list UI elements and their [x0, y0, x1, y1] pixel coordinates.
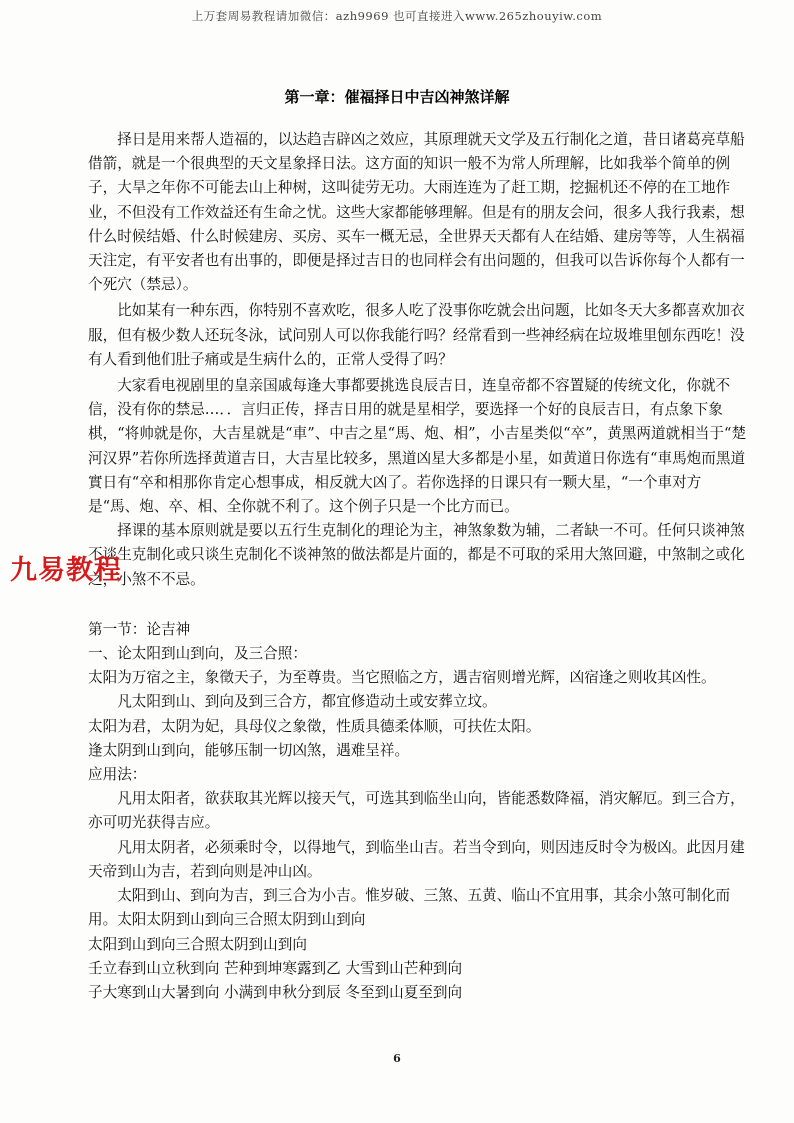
section-line-1: 太阳为万宿之主，象徵天子，为至尊贵。当它照临之方，遇吉宿则增光辉，凶宿逢之则收其凶性。: [88, 669, 716, 687]
chapter-title: 第一章：催福择日中吉凶神煞详解: [284, 88, 510, 106]
paragraph-1: 择日是用来帮人造福的，以达趋吉辟凶之效应，其原理就天文学及五行制化之道，昔日诸葛亮草船借箭，就是一个很典型的天文星象择日法。这方面的知识一般不为常人所理解，比如我举个简单的例子，大旱之年你不可能去山上种树，这叫徒劳无功。大雨连连为了赶工期，挖掘机还不停的在工地作业，不但没有工作效益还有生命之忧。这些大家都能够理解。但是有的朋友会问，很多人我行我素，想什么时候结婚、什么时候建房、买房、买车一概无忌，全世界天天都有人在结婚、建房等等，人生祸福天注定，有平安者也有出事的，即便是择过吉日的也同样会有出问题的，但我可以告诉你每个人都有一个死穴（禁忌）。: [88, 131, 745, 294]
section-spacer: [88, 592, 748, 618]
page-number: 6: [393, 1052, 401, 1065]
section-subtitle: 一、论太阳到山到向，及三合照：: [88, 645, 307, 663]
paragraph-4: 择课的基本原则就是要以五行生克制化的理论为主，神煞象数为辅，二者缺一不可。任何只谈神煞不谈生克制化或只谈生克制化不谈神煞的做法都是片面的，都是不可取的采用大煞回避，中煞制之或化之，小煞不不忌。: [88, 522, 745, 588]
section-title: 第一节：论吉神: [88, 620, 191, 638]
tail-line-1: 太阳到山到向三合照太阴到山到向: [88, 935, 307, 953]
usage-paragraph-3: 太阳到山、到向为吉，到三合为小吉。惟岁破、三煞、五黄、临山不宜用事，其余小煞可制化而用。太阳太阴到山到向三合照太阴到山到向: [88, 887, 731, 929]
paragraph-2: 比如某有一种东西，你特别不喜欢吃，很多人吃了没事你吃就会出问题，比如冬天大多都喜欢加衣服，但有极少数人还玩冬泳，试问别人可以你我能行吗？经常看到一些神经病在垃圾堆里刨东西吃！没有人看到他们肚子痛或是生病什么的，正常人受得了吗？: [88, 302, 745, 368]
usage-heading: 应用法：: [88, 766, 147, 784]
tail-line-2: 壬立春到山立秋到向 芒种到坤寒露到乙 大雪到山芒种到向: [88, 959, 463, 977]
section-line-4: 逢太阴到山到向，能够压制一切凶煞，遇难呈祥。: [88, 741, 410, 759]
page-header: 上万套周易教程请加微信：azh9969 也可直接进入www.265zhouyiw.com: [191, 9, 603, 23]
document-body: [88, 128, 748, 1005]
paragraph-3: 大家看电视剧里的皇亲国戚每逢大事都要挑选良辰吉日，连皇帝都不容置疑的传统文化，你就不信，没有你的禁忌…．．言归正传，择吉日用的就是星相学，要选择一个好的良辰吉日，有点象下象棋，“将帅就是你，大吉星就是“車”、中吉之星“馬、炮、相”，小吉星类似“卒”，黄黑两道就相当于“楚河汉界”若你所选择黄道吉日，大吉星比较多，黑道凶星大多都是小星，如黄道日你选有“車馬炮而黑道實日有“卒和相那你肯定心想事成，相反就大凶了。若你选择的日课只有一颗大星，“一个車对方是“馬、炮、卒、相、全你就不利了。这个例子只是一个比方而已。: [88, 377, 747, 516]
section-line-2: 凡太阳到山、到向及到三合方，都宜修造动土或安葬立坟。: [117, 693, 497, 711]
watermark-logo: 九易教程: [10, 555, 122, 586]
section-line-3: 太阳为君，太阴为妃，具母仪之象徵，性质具德柔体顺，可扶佐太阳。: [88, 717, 541, 735]
usage-paragraph-2: 凡用太阴者，必须乘时令，以得地气，到临坐山吉。若当令到向，则因违反时令为极凶。此因月建天帝到山为吉，若到向则是冲山凶。: [88, 838, 745, 880]
usage-paragraph-1: 凡用太阳者，欲获取其光辉以接天气，可选其到临坐山向，皆能悉数降福，消灾解厄。到三合方，亦可叨光获得吉应。: [88, 790, 745, 832]
tail-line-3: 子大寒到山大暑到向 小满到申秋分到辰 冬至到山夏至到向: [88, 983, 463, 1001]
